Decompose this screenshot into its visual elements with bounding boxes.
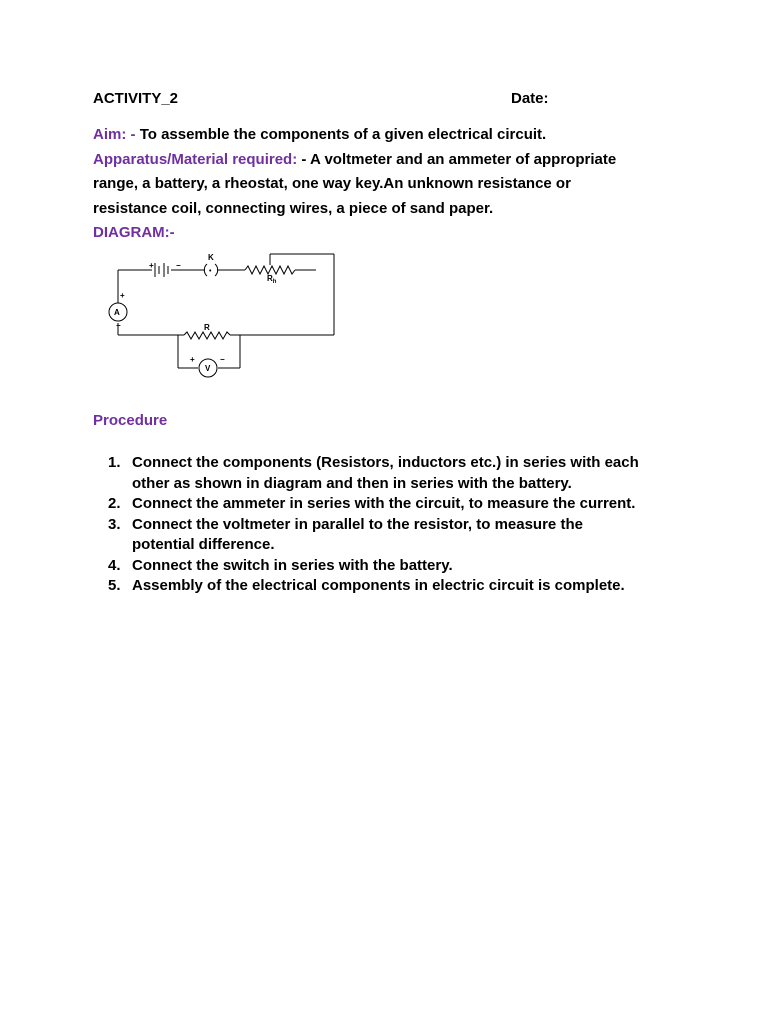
step-text: other as shown in diagram and then in series with the battery. bbox=[132, 474, 572, 492]
date-label: Date: bbox=[511, 90, 549, 107]
aim-line bbox=[93, 123, 683, 148]
apparatus-label: Apparatus/Material required: bbox=[93, 150, 298, 168]
apparatus-line-3: resistance coil, connecting wires, a piece of sand paper. bbox=[93, 199, 494, 217]
step-text: Connect the components (Resistors, inductors etc.) in series with each bbox=[132, 454, 639, 471]
step-text: Connect the voltmeter in parallel to the resistor, to measure the bbox=[132, 515, 583, 533]
procedure-heading: Procedure bbox=[93, 412, 168, 429]
ammeter-plus-sign: + bbox=[120, 291, 125, 300]
key-dot: • bbox=[209, 268, 212, 275]
step-text: Connect the ammeter in series with the circuit, to measure the current. bbox=[132, 495, 636, 512]
activity-description bbox=[93, 123, 683, 246]
voltmeter-minus-sign: − bbox=[220, 355, 225, 364]
aim-separator: - bbox=[126, 126, 140, 143]
apparatus-line-2: range, a battery, a rheostat, one way key.An unknown resistance or bbox=[93, 175, 571, 192]
step-number: 2. bbox=[108, 495, 121, 512]
ammeter-minus-sign: − bbox=[116, 321, 121, 330]
ammeter-label: A bbox=[114, 308, 120, 317]
apparatus-line-1 bbox=[93, 148, 683, 173]
procedure-step bbox=[108, 556, 708, 577]
rheostat-label: $R_h$ bbox=[267, 274, 277, 285]
voltmeter-plus-sign: + bbox=[190, 355, 195, 364]
step-text: Assembly of the electrical components in electric circuit is complete. bbox=[132, 577, 625, 594]
aim-text: To assemble the components of a given electrical circuit. bbox=[139, 126, 547, 143]
step-text: potential difference. bbox=[132, 536, 275, 553]
procedure-step bbox=[108, 453, 708, 494]
step-number: 1. bbox=[108, 454, 121, 471]
apparatus-text-1: A voltmeter and an ammeter of appropriate bbox=[310, 150, 617, 168]
step-number: 5. bbox=[108, 577, 121, 594]
activity-title: ACTIVITY_2 bbox=[93, 90, 179, 107]
voltmeter-label: V bbox=[205, 364, 211, 373]
circuit-diagram bbox=[100, 248, 350, 383]
key-label: K bbox=[208, 253, 214, 262]
resistor-label: R bbox=[204, 323, 210, 332]
battery-plus-sign: + bbox=[149, 261, 154, 270]
battery-minus-sign: − bbox=[176, 261, 181, 270]
step-number: 3. bbox=[108, 515, 121, 533]
apparatus-separator: - bbox=[297, 150, 310, 168]
step-text: Connect the switch in series with the battery. bbox=[132, 556, 453, 574]
diagram-heading: DIAGRAM:- bbox=[93, 224, 175, 241]
aim-label: Aim: bbox=[93, 126, 127, 143]
step-number: 4. bbox=[108, 556, 121, 574]
procedure-step bbox=[108, 576, 708, 597]
procedure-steps bbox=[108, 453, 708, 597]
procedure-step bbox=[108, 494, 708, 515]
procedure-step bbox=[108, 515, 708, 556]
